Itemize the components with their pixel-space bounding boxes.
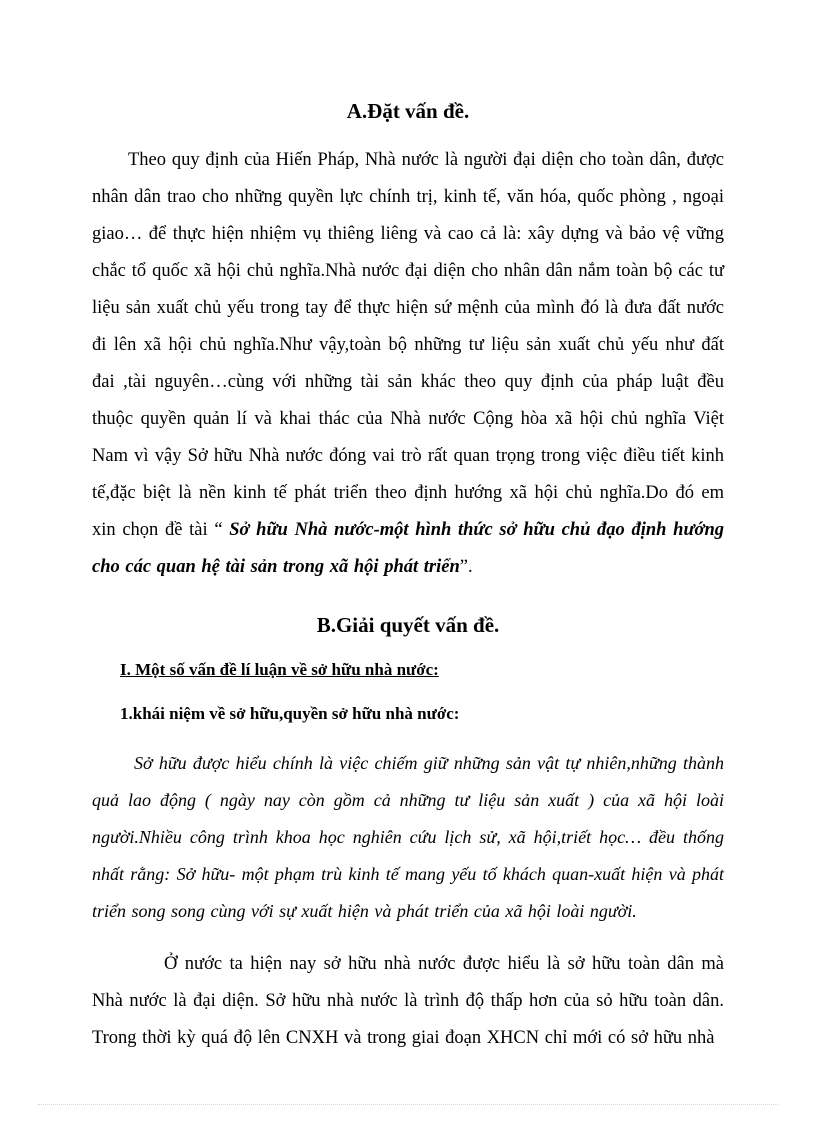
paragraph-introduction-text-after-quote: ”. [459, 557, 473, 578]
document-content [92, 98, 724, 1057]
paragraph-ownership-definition: Sở hữu được hiểu chính là việc chiếm giữ những sản vật tự nhiên,những thành quả lao động ( ngày nay còn gồm cả những tư liệu sản xuất ) của xã hội loài người.Nhiều công trình khoa học nghiên cứu lịch sử, xã hội,triết học… đều thống nhất rằng: Sở hữu- một phạm trù kinh tế mang yếu tố khách quan-xuất hiện và phát triển song song cùng với sự xuất hiện và phát triển của xã hội loài người. [92, 752, 724, 921]
heading-section-b: B.Giải quyết vấn đề. [316, 613, 500, 638]
paragraph-state-ownership: Ở nước ta hiện nay sở hữu nhà nước được hiểu là sở hữu toàn dân mà Nhà nước là đại diện. Sở hữu nhà nước là trình độ thấp hơn của sỏ hữu toàn dân. Trong thời kỳ quá độ lên CNXH và trong giai đoạn XHCN chỉ mới có sở hữu nhà [92, 953, 724, 1048]
heading-roman-one: I. Một số vấn đề lí luận về sở hữu nhà nước: [120, 659, 439, 679]
paragraph-introduction-text-before-quote: Theo quy định của Hiến Pháp, Nhà nước là người đại diện cho toàn dân, được nhân dân trao cho những quyền lực chính trị, kinh tế, văn hóa, quốc phòng , ngoại giao… để thực hiện nhiệm vụ thiêng liêng và cao cả là: xây dựng và bảo vệ vững chắc tổ quốc xã hội chủ nghĩa.Nhà nước đại diện cho nhân dân nắm toàn bộ các tư liệu sản xuất chủ yếu trong tay để thực hiện sứ mệnh của mình đó là đưa đất nước đi lên xã hội chủ nghĩa.Như vậy,toàn bộ những tư liệu sản xuất chủ yếu như đất đai ,tài nguyên…cùng với những tài sản khác theo quy định của pháp luật đều thuộc quyền quản lí và khai thác của Nhà nước Cộng hòa xã hội chủ nghĩa Việt Nam vì vậy Sở hữu Nhà nước đóng vai trò rất quan trọng trong việc điều tiết kinh tế,đặc biệt là nền kinh tế phát triển theo định hướng xã hội chủ nghĩa.Do đó em xin chọn đề tài “ [92, 150, 724, 541]
footer-divider [38, 1104, 778, 1105]
paragraph-introduction [92, 142, 724, 586]
heading-subsection-one: 1.khái niệm về sở hữu,quyền sở hữu nhà nước: [120, 703, 460, 723]
heading-section-a: A.Đặt vấn đề. [346, 99, 470, 123]
essay-title-quote: Sở hữu Nhà nước-một hình thức sở hữu chủ đạo định hướng cho các quan hệ tài sản trong xã hội phát triển [92, 520, 725, 578]
